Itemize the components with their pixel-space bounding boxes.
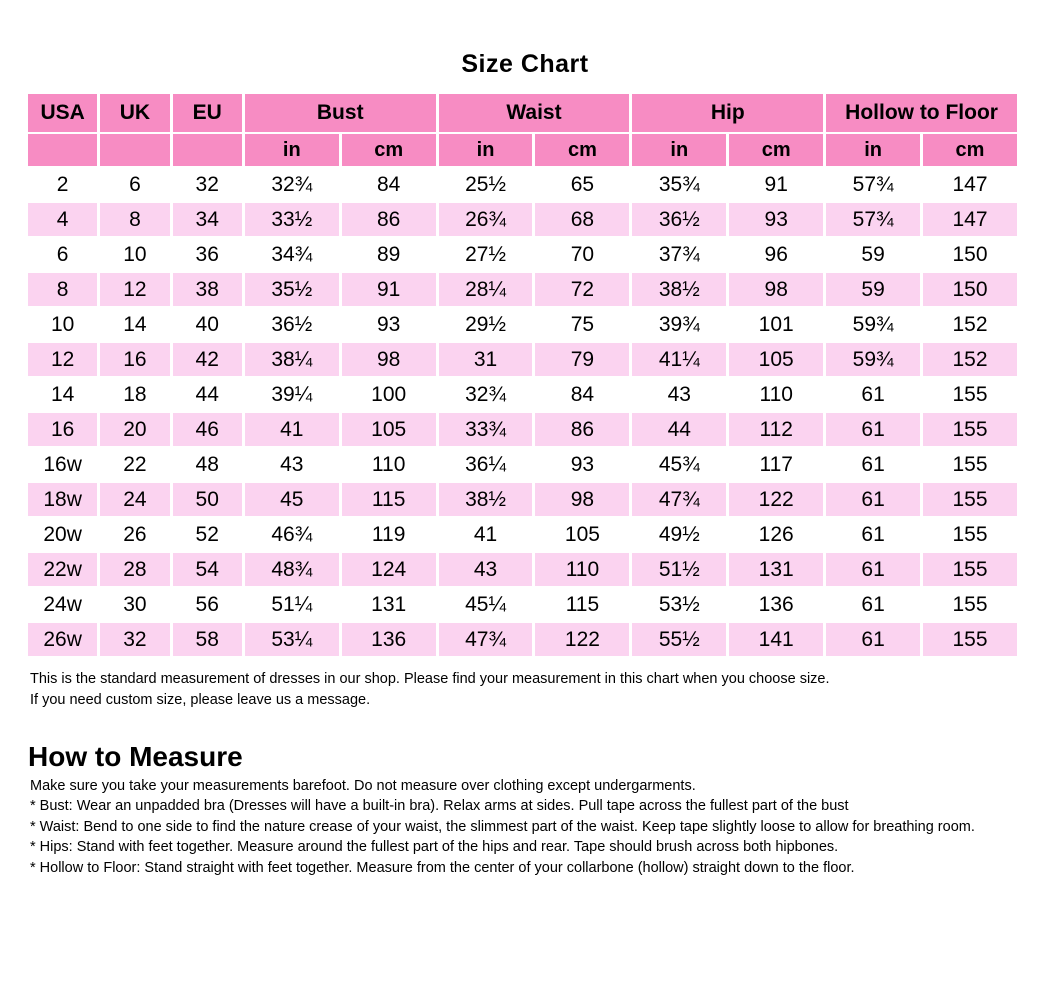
data-cell: 34 [173, 203, 242, 236]
table-row [28, 308, 1017, 341]
data-cell: 155 [923, 518, 1017, 551]
size-chart-notes [30, 669, 1020, 711]
data-cell: 18w [28, 483, 97, 516]
data-cell: 61 [826, 553, 920, 586]
data-cell: 31 [439, 343, 533, 376]
data-cell: 25½ [439, 168, 533, 201]
data-cell: 147 [923, 203, 1017, 236]
data-cell: 42 [173, 343, 242, 376]
data-cell: 39¾ [632, 308, 726, 341]
data-cell: 24 [100, 483, 169, 516]
data-cell: 86 [535, 413, 629, 446]
data-cell: 131 [729, 553, 823, 586]
measure-instruction-waist: * Waist: Bend to one side to find the nature crease of your waist, the slimmest part of the waist. Keep tape slightly loose to allow for breathing room. [30, 818, 975, 835]
data-cell: 86 [342, 203, 436, 236]
note-line: If you need custom size, please leave us a message. [30, 692, 371, 708]
data-cell: 36½ [245, 308, 339, 341]
data-cell: 35¾ [632, 168, 726, 201]
data-cell: 98 [729, 273, 823, 306]
data-cell: 34¾ [245, 238, 339, 271]
data-cell: 35½ [245, 273, 339, 306]
unit-header: cm [923, 134, 1017, 166]
table-units-row [28, 134, 1017, 166]
column-header: Bust [245, 94, 436, 132]
unit-header [100, 134, 169, 166]
data-cell: 47¾ [439, 623, 533, 656]
table-row [28, 343, 1017, 376]
data-cell: 105 [535, 518, 629, 551]
table-row [28, 588, 1017, 621]
data-cell: 16 [28, 413, 97, 446]
data-cell: 126 [729, 518, 823, 551]
data-cell: 57¾ [826, 168, 920, 201]
data-cell: 89 [342, 238, 436, 271]
data-cell: 41 [439, 518, 533, 551]
data-cell: 38¼ [245, 343, 339, 376]
note-line: This is the standard measurement of dresses in our shop. Please find your measurement in this chart when you choose size. [30, 671, 830, 687]
data-cell: 155 [923, 448, 1017, 481]
data-cell: 10 [100, 238, 169, 271]
data-cell: 37¾ [632, 238, 726, 271]
data-cell: 155 [923, 553, 1017, 586]
measure-instruction-bust: * Bust: Wear an unpadded bra (Dresses will have a built-in bra). Relax arms at sides. Pull tape across the fullest part of the bust [30, 798, 849, 815]
data-cell: 26 [100, 518, 169, 551]
data-cell: 61 [826, 378, 920, 411]
measure-instruction-hips: * Hips: Stand with feet together. Measure around the fullest part of the hips and rear. Tape should brush across both hipbones. [30, 839, 839, 856]
unit-header [28, 134, 97, 166]
data-cell: 93 [535, 448, 629, 481]
data-cell: 28 [100, 553, 169, 586]
data-cell: 61 [826, 483, 920, 516]
data-cell: 115 [342, 483, 436, 516]
data-cell: 155 [923, 378, 1017, 411]
data-cell: 45¾ [632, 448, 726, 481]
data-cell: 91 [729, 168, 823, 201]
data-cell: 54 [173, 553, 242, 586]
data-cell: 29½ [439, 308, 533, 341]
column-header: Waist [439, 94, 630, 132]
data-cell: 41 [245, 413, 339, 446]
data-cell: 2 [28, 168, 97, 201]
table-row [28, 203, 1017, 236]
data-cell: 16w [28, 448, 97, 481]
data-cell: 36½ [632, 203, 726, 236]
data-cell: 41¼ [632, 343, 726, 376]
data-cell: 91 [342, 273, 436, 306]
data-cell: 119 [342, 518, 436, 551]
data-cell: 101 [729, 308, 823, 341]
data-cell: 32 [100, 623, 169, 656]
data-cell: 68 [535, 203, 629, 236]
data-cell: 131 [342, 588, 436, 621]
unit-header: in [245, 134, 339, 166]
data-cell: 105 [729, 343, 823, 376]
data-cell: 100 [342, 378, 436, 411]
data-cell: 58 [173, 623, 242, 656]
data-cell: 61 [826, 518, 920, 551]
data-cell: 59 [826, 238, 920, 271]
how-to-measure-heading: How to Measure [28, 741, 243, 772]
unit-header: cm [342, 134, 436, 166]
table-row [28, 448, 1017, 481]
data-cell: 84 [535, 378, 629, 411]
data-cell: 155 [923, 588, 1017, 621]
unit-header [173, 134, 242, 166]
data-cell: 79 [535, 343, 629, 376]
data-cell: 22w [28, 553, 97, 586]
data-cell: 98 [342, 343, 436, 376]
data-cell: 43 [439, 553, 533, 586]
column-header: USA [28, 94, 97, 132]
data-cell: 22 [100, 448, 169, 481]
data-cell: 150 [923, 273, 1017, 306]
data-cell: 56 [173, 588, 242, 621]
data-cell: 14 [28, 378, 97, 411]
data-cell: 38 [173, 273, 242, 306]
data-cell: 55½ [632, 623, 726, 656]
data-cell: 43 [632, 378, 726, 411]
data-cell: 105 [342, 413, 436, 446]
data-cell: 84 [342, 168, 436, 201]
data-cell: 136 [342, 623, 436, 656]
data-cell: 32¾ [439, 378, 533, 411]
data-cell: 51½ [632, 553, 726, 586]
data-cell: 53½ [632, 588, 726, 621]
data-cell: 98 [535, 483, 629, 516]
data-cell: 47¾ [632, 483, 726, 516]
data-cell: 28¼ [439, 273, 533, 306]
data-cell: 152 [923, 343, 1017, 376]
data-cell: 155 [923, 623, 1017, 656]
data-cell: 93 [729, 203, 823, 236]
data-cell: 27½ [439, 238, 533, 271]
data-cell: 38½ [439, 483, 533, 516]
data-cell: 38½ [632, 273, 726, 306]
data-cell: 14 [100, 308, 169, 341]
column-header: EU [173, 94, 242, 132]
data-cell: 61 [826, 413, 920, 446]
column-header: UK [100, 94, 169, 132]
data-cell: 110 [535, 553, 629, 586]
data-cell: 12 [100, 273, 169, 306]
data-cell: 59¾ [826, 343, 920, 376]
unit-header: in [632, 134, 726, 166]
data-cell: 10 [28, 308, 97, 341]
data-cell: 33½ [245, 203, 339, 236]
data-cell: 33¾ [439, 413, 533, 446]
data-cell: 112 [729, 413, 823, 446]
data-cell: 36 [173, 238, 242, 271]
table-row [28, 238, 1017, 271]
size-table [25, 92, 1020, 658]
data-cell: 45¼ [439, 588, 533, 621]
data-cell: 40 [173, 308, 242, 341]
data-cell: 96 [729, 238, 823, 271]
how-to-measure-section [30, 776, 995, 878]
column-header: Hip [632, 94, 823, 132]
data-cell: 48¾ [245, 553, 339, 586]
unit-header: cm [535, 134, 629, 166]
data-cell: 20w [28, 518, 97, 551]
unit-header: cm [729, 134, 823, 166]
table-row [28, 378, 1017, 411]
data-cell: 4 [28, 203, 97, 236]
data-cell: 59 [826, 273, 920, 306]
data-cell: 12 [28, 343, 97, 376]
table-row [28, 623, 1017, 656]
data-cell: 18 [100, 378, 169, 411]
table-row [28, 273, 1017, 306]
data-cell: 75 [535, 308, 629, 341]
table-row [28, 413, 1017, 446]
data-cell: 32 [173, 168, 242, 201]
data-cell: 26¾ [439, 203, 533, 236]
data-cell: 155 [923, 413, 1017, 446]
how-to-measure-intro: Make sure you take your measurements barefoot. Do not measure over clothing except undergarments. [30, 778, 696, 794]
table-row [28, 553, 1017, 586]
column-header: Hollow to Floor [826, 94, 1017, 132]
data-cell: 50 [173, 483, 242, 516]
data-cell: 61 [826, 588, 920, 621]
size-table-body [28, 94, 1017, 656]
data-cell: 45 [245, 483, 339, 516]
data-cell: 52 [173, 518, 242, 551]
data-cell: 16 [100, 343, 169, 376]
unit-header: in [826, 134, 920, 166]
table-row [28, 518, 1017, 551]
data-cell: 61 [826, 448, 920, 481]
unit-header: in [439, 134, 533, 166]
data-cell: 72 [535, 273, 629, 306]
data-cell: 46¾ [245, 518, 339, 551]
data-cell: 53¼ [245, 623, 339, 656]
data-cell: 70 [535, 238, 629, 271]
data-cell: 24w [28, 588, 97, 621]
data-cell: 6 [28, 238, 97, 271]
data-cell: 6 [100, 168, 169, 201]
page-title: Size Chart [461, 50, 589, 78]
data-cell: 122 [535, 623, 629, 656]
data-cell: 44 [173, 378, 242, 411]
measure-instruction-hollow-to-floor: * Hollow to Floor: Stand straight with feet together. Measure from the center of your collarbone (hollow) straight down to the floor. [30, 859, 855, 876]
data-cell: 110 [729, 378, 823, 411]
data-cell: 65 [535, 168, 629, 201]
data-cell: 51¼ [245, 588, 339, 621]
table-row [28, 168, 1017, 201]
data-cell: 30 [100, 588, 169, 621]
data-cell: 110 [342, 448, 436, 481]
data-cell: 147 [923, 168, 1017, 201]
data-cell: 124 [342, 553, 436, 586]
data-cell: 48 [173, 448, 242, 481]
data-cell: 8 [100, 203, 169, 236]
data-cell: 155 [923, 483, 1017, 516]
data-cell: 57¾ [826, 203, 920, 236]
table-row [28, 483, 1017, 516]
data-cell: 117 [729, 448, 823, 481]
data-cell: 93 [342, 308, 436, 341]
data-cell: 136 [729, 588, 823, 621]
data-cell: 44 [632, 413, 726, 446]
data-cell: 39¼ [245, 378, 339, 411]
data-cell: 61 [826, 623, 920, 656]
data-cell: 46 [173, 413, 242, 446]
data-cell: 43 [245, 448, 339, 481]
data-cell: 36¼ [439, 448, 533, 481]
data-cell: 8 [28, 273, 97, 306]
table-header-row [28, 94, 1017, 132]
data-cell: 32¾ [245, 168, 339, 201]
data-cell: 26w [28, 623, 97, 656]
data-cell: 152 [923, 308, 1017, 341]
data-cell: 141 [729, 623, 823, 656]
data-cell: 20 [100, 413, 169, 446]
data-cell: 59¾ [826, 308, 920, 341]
data-cell: 115 [535, 588, 629, 621]
data-cell: 49½ [632, 518, 726, 551]
data-cell: 122 [729, 483, 823, 516]
data-cell: 150 [923, 238, 1017, 271]
